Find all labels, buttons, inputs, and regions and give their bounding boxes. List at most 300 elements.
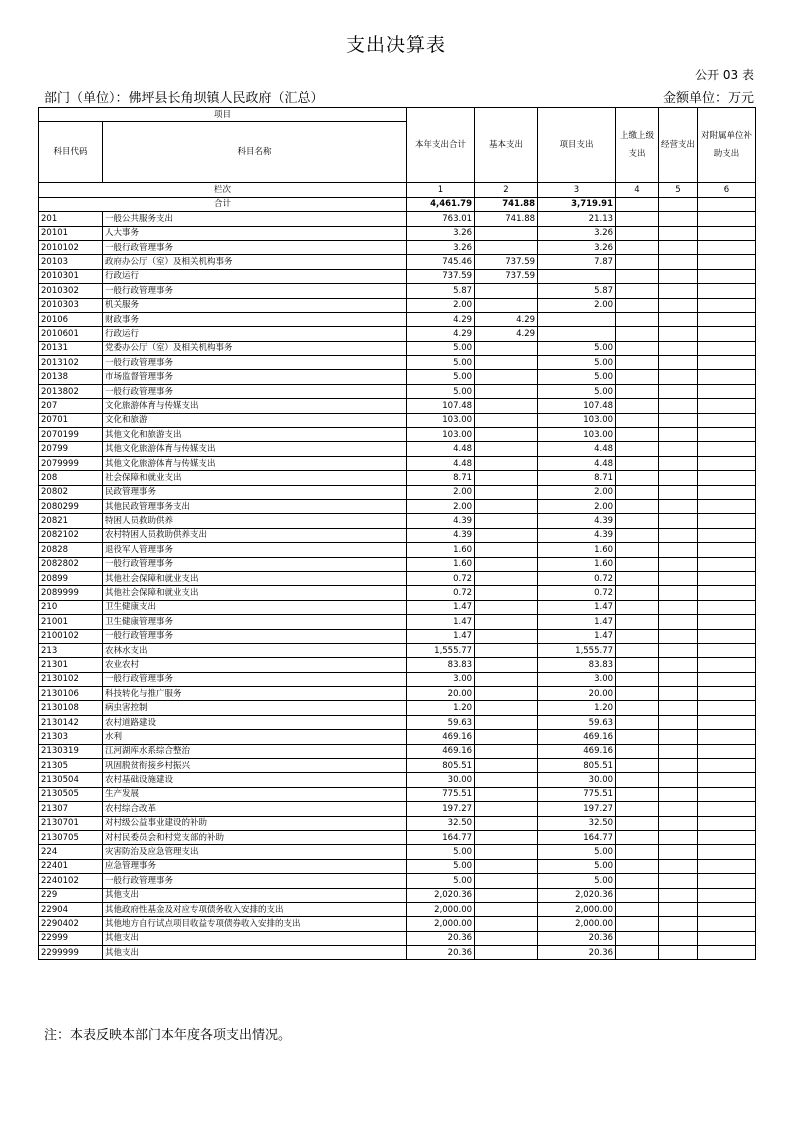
row-upper [616, 845, 659, 859]
row-project: 1.20 [538, 701, 616, 715]
header-name: 科目名称 [103, 122, 407, 183]
row-affiliated [698, 830, 756, 844]
row-upper [616, 384, 659, 398]
row-affiliated [698, 571, 756, 585]
row-total: 20.00 [407, 687, 475, 701]
row-upper [616, 226, 659, 240]
row-upper [616, 212, 659, 226]
table-row [39, 744, 756, 758]
row-affiliated [698, 528, 756, 542]
row-upper [616, 902, 659, 916]
row-project: 3.26 [538, 226, 616, 240]
row-upper [616, 442, 659, 456]
row-code: 2010302 [39, 284, 103, 298]
row-basic [475, 557, 538, 571]
row-project: 32.50 [538, 816, 616, 830]
row-affiliated [698, 658, 756, 672]
row-upper [616, 327, 659, 341]
page-title: 支出决算表 [345, 34, 446, 56]
table-row [39, 629, 756, 643]
row-name: 病虫害控制 [103, 701, 407, 715]
table-row [39, 471, 756, 485]
row-total: 5.00 [407, 845, 475, 859]
row-basic [475, 341, 538, 355]
row-total: 20.36 [407, 946, 475, 960]
row-name: 其他社会保障和就业支出 [103, 571, 407, 585]
row-code: 2010301 [39, 269, 103, 283]
row-affiliated [698, 759, 756, 773]
row-project: 20.36 [538, 946, 616, 960]
row-upper [616, 931, 659, 945]
row-project: 30.00 [538, 773, 616, 787]
row-code: 224 [39, 845, 103, 859]
row-name: 巩固脱贫衔接乡村振兴 [103, 759, 407, 773]
row-code: 2089999 [39, 586, 103, 600]
table-row [39, 370, 756, 384]
table-row [39, 658, 756, 672]
row-code: 207 [39, 399, 103, 413]
table-row [39, 571, 756, 585]
row-total: 1.47 [407, 600, 475, 614]
row-affiliated [698, 600, 756, 614]
row-business [659, 816, 698, 830]
row-total: 5.00 [407, 341, 475, 355]
row-code: 201 [39, 212, 103, 226]
table-row [39, 312, 756, 326]
row-total: 197.27 [407, 802, 475, 816]
row-basic [475, 701, 538, 715]
row-business [659, 701, 698, 715]
row-name: 其他民政管理事务支出 [103, 499, 407, 513]
table-row [39, 830, 756, 844]
row-affiliated [698, 744, 756, 758]
row-project: 197.27 [538, 802, 616, 816]
row-project: 4.48 [538, 442, 616, 456]
row-affiliated [698, 226, 756, 240]
row-basic [475, 859, 538, 873]
row-name: 一般行政管理事务 [103, 557, 407, 571]
table-row [39, 557, 756, 571]
row-code: 2130108 [39, 701, 103, 715]
row-basic [475, 902, 538, 916]
row-name: 一般行政管理事务 [103, 240, 407, 254]
table-row [39, 787, 756, 801]
row-code: 208 [39, 471, 103, 485]
row-basic [475, 600, 538, 614]
row-project: 3.26 [538, 240, 616, 254]
index-col-3: 3 [538, 183, 616, 197]
row-affiliated [698, 312, 756, 326]
table-row [39, 888, 756, 902]
row-total: 59.63 [407, 715, 475, 729]
row-business [659, 643, 698, 657]
row-affiliated [698, 327, 756, 341]
row-project: 4.39 [538, 514, 616, 528]
row-code: 213 [39, 643, 103, 657]
row-business [659, 312, 698, 326]
row-name: 其他文化和旅游支出 [103, 428, 407, 442]
row-basic [475, 629, 538, 643]
row-basic [475, 917, 538, 931]
row-affiliated [698, 543, 756, 557]
row-basic: 737.59 [475, 255, 538, 269]
row-upper [616, 643, 659, 657]
row-total: 5.00 [407, 356, 475, 370]
row-business [659, 946, 698, 960]
row-upper [616, 701, 659, 715]
row-name: 科技转化与推广服务 [103, 687, 407, 701]
row-project: 1.47 [538, 600, 616, 614]
row-project: 2.00 [538, 499, 616, 513]
row-upper [616, 485, 659, 499]
row-total: 2,000.00 [407, 917, 475, 931]
row-code: 21001 [39, 615, 103, 629]
row-project: 1.47 [538, 629, 616, 643]
row-project: 2,020.36 [538, 888, 616, 902]
row-total: 20.36 [407, 931, 475, 945]
row-upper [616, 514, 659, 528]
row-affiliated [698, 701, 756, 715]
index-col-1: 1 [407, 183, 475, 197]
row-name: 行政运行 [103, 269, 407, 283]
row-upper [616, 658, 659, 672]
row-upper [616, 917, 659, 931]
row-upper [616, 816, 659, 830]
row-basic [475, 499, 538, 513]
row-project: 5.00 [538, 859, 616, 873]
table-row [39, 946, 756, 960]
header-item: 项目 [39, 108, 407, 122]
row-code: 2079999 [39, 456, 103, 470]
row-code: 20899 [39, 571, 103, 585]
row-upper [616, 946, 659, 960]
row-basic [475, 370, 538, 384]
row-code: 20101 [39, 226, 103, 240]
row-name: 一般行政管理事务 [103, 384, 407, 398]
row-basic [475, 428, 538, 442]
table-row [39, 672, 756, 686]
row-project: 7.87 [538, 255, 616, 269]
row-business [659, 629, 698, 643]
table-row [39, 327, 756, 341]
row-code: 2130106 [39, 687, 103, 701]
row-upper [616, 255, 659, 269]
row-business [659, 902, 698, 916]
table-row [39, 586, 756, 600]
row-code: 2130504 [39, 773, 103, 787]
row-basic [475, 658, 538, 672]
row-total: 4.48 [407, 442, 475, 456]
table-row [39, 600, 756, 614]
row-business [659, 715, 698, 729]
row-project: 5.00 [538, 874, 616, 888]
row-upper [616, 730, 659, 744]
row-name: 其他政府性基金及对应专项债务收入安排的支出 [103, 902, 407, 916]
header-basic: 基本支出 [475, 108, 538, 183]
row-code: 20701 [39, 413, 103, 427]
row-code: 2130142 [39, 715, 103, 729]
row-basic [475, 931, 538, 945]
row-project: 2.00 [538, 298, 616, 312]
row-basic [475, 643, 538, 657]
row-affiliated [698, 931, 756, 945]
form-number: 公开 03 表 [695, 68, 754, 82]
row-total: 2,020.36 [407, 888, 475, 902]
row-project: 20.00 [538, 687, 616, 701]
row-name: 农村基础设施建设 [103, 773, 407, 787]
row-business [659, 499, 698, 513]
row-basic [475, 787, 538, 801]
row-basic [475, 514, 538, 528]
table-row [39, 759, 756, 773]
row-name: 财政事务 [103, 312, 407, 326]
row-project: 59.63 [538, 715, 616, 729]
row-affiliated [698, 902, 756, 916]
table-row [39, 442, 756, 456]
row-total: 5.00 [407, 384, 475, 398]
row-affiliated [698, 557, 756, 571]
row-basic [475, 845, 538, 859]
row-affiliated [698, 586, 756, 600]
row-affiliated [698, 456, 756, 470]
row-project [538, 327, 616, 341]
row-basic [475, 442, 538, 456]
row-basic [475, 543, 538, 557]
row-upper [616, 759, 659, 773]
row-name: 水利 [103, 730, 407, 744]
row-code: 2130319 [39, 744, 103, 758]
row-business [659, 212, 698, 226]
row-total: 164.77 [407, 830, 475, 844]
row-project: 107.48 [538, 399, 616, 413]
row-project: 2.00 [538, 485, 616, 499]
row-upper [616, 615, 659, 629]
row-business [659, 226, 698, 240]
row-affiliated [698, 442, 756, 456]
row-project: 103.00 [538, 413, 616, 427]
row-name: 文化和旅游 [103, 413, 407, 427]
row-affiliated [698, 212, 756, 226]
row-name: 江河湖库水系综合整治 [103, 744, 407, 758]
table-row [39, 514, 756, 528]
row-business [659, 384, 698, 398]
row-basic [475, 240, 538, 254]
row-code: 20828 [39, 543, 103, 557]
row-upper [616, 874, 659, 888]
row-basic [475, 759, 538, 773]
row-name: 社会保障和就业支出 [103, 471, 407, 485]
row-total: 775.51 [407, 787, 475, 801]
row-name: 对村民委员会和村党支部的补助 [103, 830, 407, 844]
row-upper [616, 888, 659, 902]
row-upper [616, 571, 659, 585]
row-upper [616, 802, 659, 816]
row-total: 0.72 [407, 571, 475, 585]
row-code: 21305 [39, 759, 103, 773]
row-name: 文化旅游体育与传媒支出 [103, 399, 407, 413]
row-code: 20802 [39, 485, 103, 499]
row-upper [616, 600, 659, 614]
row-business [659, 428, 698, 442]
table-row [39, 485, 756, 499]
row-affiliated [698, 859, 756, 873]
table-row [39, 643, 756, 657]
row-upper [616, 312, 659, 326]
row-affiliated [698, 485, 756, 499]
row-project: 1.60 [538, 543, 616, 557]
row-business [659, 284, 698, 298]
table-row [39, 802, 756, 816]
row-basic [475, 284, 538, 298]
row-total: 2.00 [407, 298, 475, 312]
row-total: 4.29 [407, 327, 475, 341]
row-upper [616, 859, 659, 873]
row-code: 2299999 [39, 946, 103, 960]
row-code: 22401 [39, 859, 103, 873]
row-total: 745.46 [407, 255, 475, 269]
row-affiliated [698, 888, 756, 902]
row-project: 1.60 [538, 557, 616, 571]
row-business [659, 759, 698, 773]
row-business [659, 744, 698, 758]
row-project: 3.00 [538, 672, 616, 686]
row-upper [616, 456, 659, 470]
row-business [659, 586, 698, 600]
row-business [659, 471, 698, 485]
row-affiliated [698, 428, 756, 442]
row-name: 其他地方自行试点项目收益专项债券收入安排的支出 [103, 917, 407, 931]
row-project: 0.72 [538, 571, 616, 585]
row-upper [616, 787, 659, 801]
row-total: 103.00 [407, 413, 475, 427]
row-basic [475, 888, 538, 902]
row-total: 763.01 [407, 212, 475, 226]
row-basic [475, 773, 538, 787]
row-upper [616, 744, 659, 758]
row-affiliated [698, 615, 756, 629]
row-basic [475, 298, 538, 312]
row-code: 2130701 [39, 816, 103, 830]
row-project: 1,555.77 [538, 643, 616, 657]
row-basic [475, 485, 538, 499]
row-basic [475, 816, 538, 830]
row-project: 5.00 [538, 384, 616, 398]
row-upper [616, 413, 659, 427]
row-project [538, 269, 616, 283]
row-business [659, 327, 698, 341]
row-total: 1.47 [407, 615, 475, 629]
row-affiliated [698, 874, 756, 888]
row-name: 人大事务 [103, 226, 407, 240]
row-basic [475, 571, 538, 585]
table-row [39, 399, 756, 413]
row-code: 20103 [39, 255, 103, 269]
row-code: 2290402 [39, 917, 103, 931]
row-name: 卫生健康管理事务 [103, 615, 407, 629]
header-code: 科目代码 [39, 122, 103, 183]
row-total: 5.87 [407, 284, 475, 298]
table-row [39, 701, 756, 715]
row-name: 农业农村 [103, 658, 407, 672]
row-name: 机关服务 [103, 298, 407, 312]
row-name: 市场监督管理事务 [103, 370, 407, 384]
row-affiliated [698, 471, 756, 485]
row-code: 2010102 [39, 240, 103, 254]
table-row [39, 456, 756, 470]
row-total: 2.00 [407, 485, 475, 499]
row-business [659, 442, 698, 456]
row-upper [616, 687, 659, 701]
row-basic: 737.59 [475, 269, 538, 283]
row-code: 22904 [39, 902, 103, 916]
table-row [39, 413, 756, 427]
row-name: 其他文化旅游体育与传媒支出 [103, 456, 407, 470]
row-upper [616, 370, 659, 384]
row-basic [475, 946, 538, 960]
row-name: 一般行政管理事务 [103, 874, 407, 888]
header-total: 本年支出合计 [407, 108, 475, 183]
index-col-2: 2 [475, 183, 538, 197]
table-row [39, 298, 756, 312]
row-total: 83.83 [407, 658, 475, 672]
row-code: 2013802 [39, 384, 103, 398]
row-basic [475, 672, 538, 686]
row-code: 2082802 [39, 557, 103, 571]
row-affiliated [698, 845, 756, 859]
row-total: 0.72 [407, 586, 475, 600]
row-project: 20.36 [538, 931, 616, 945]
row-business [659, 269, 698, 283]
sum-project: 3,719.91 [538, 197, 616, 211]
row-project: 469.16 [538, 730, 616, 744]
table-row [39, 341, 756, 355]
table-row [39, 845, 756, 859]
row-total: 5.00 [407, 370, 475, 384]
row-basic [475, 384, 538, 398]
row-name: 其他社会保障和就业支出 [103, 586, 407, 600]
row-code: 2080299 [39, 499, 103, 513]
row-affiliated [698, 341, 756, 355]
row-code: 2010601 [39, 327, 103, 341]
row-name: 其他支出 [103, 888, 407, 902]
row-name: 灾害防治及应急管理支出 [103, 845, 407, 859]
sum-basic: 741.88 [475, 197, 538, 211]
row-upper [616, 499, 659, 513]
row-affiliated [698, 255, 756, 269]
row-basic [475, 830, 538, 844]
row-basic [475, 356, 538, 370]
row-business [659, 874, 698, 888]
row-business [659, 356, 698, 370]
row-code: 2130505 [39, 787, 103, 801]
table-row [39, 730, 756, 744]
row-affiliated [698, 399, 756, 413]
table-row [39, 255, 756, 269]
row-business [659, 802, 698, 816]
row-business [659, 399, 698, 413]
row-total: 1.60 [407, 543, 475, 557]
row-code: 210 [39, 600, 103, 614]
row-business [659, 917, 698, 931]
row-upper [616, 341, 659, 355]
row-project: 775.51 [538, 787, 616, 801]
row-business [659, 672, 698, 686]
row-business [659, 830, 698, 844]
row-total: 805.51 [407, 759, 475, 773]
row-basic [475, 471, 538, 485]
row-basic [475, 687, 538, 701]
row-total: 2,000.00 [407, 902, 475, 916]
